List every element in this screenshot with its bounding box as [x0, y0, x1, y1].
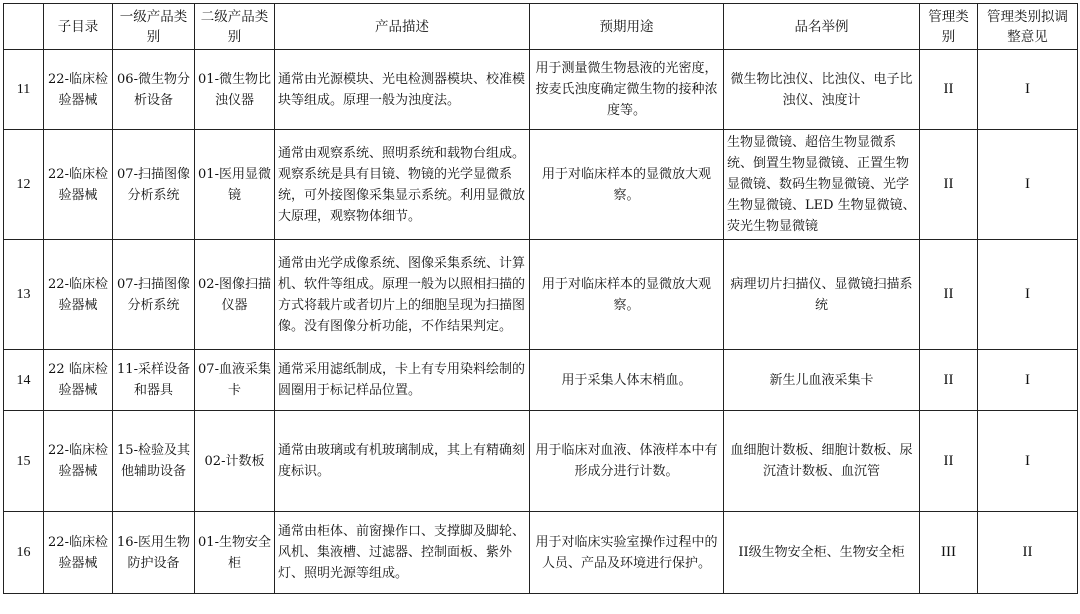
secondary-category-cell: 02-计数板: [195, 411, 275, 512]
intended-use-cell: 用于对临床样本的显微放大观察。: [530, 240, 724, 350]
examples-cell: 生物显微镜、超倍生物显微系统、倒置生物显微镜、正置生物显微镜、数码生物显微镜、光学生物显微镜、LED 生物显微镜、荧光生物显微镜: [724, 130, 920, 240]
secondary-category-cell: 01-微生物比浊仪器: [195, 50, 275, 130]
secondary-category-cell: 07-血液采集卡: [195, 350, 275, 411]
header-proposed-adjustment: 管理类别拟调整意见: [978, 4, 1078, 50]
description-cell: 通常采用滤纸制成，卡上有专用染料绘制的圆圈用于标记样品位置。: [275, 350, 530, 411]
subdirectory-cell: 22 临床检验器械: [44, 350, 113, 411]
primary-category-cell: 16-医用生物防护设备: [113, 512, 195, 594]
row-number: 11: [4, 50, 44, 130]
classification-table: [3, 3, 1078, 594]
examples-cell: 微生物比浊仪、比浊仪、电子比浊仪、浊度计: [724, 50, 920, 130]
secondary-category-cell: 01-医用显微镜: [195, 130, 275, 240]
subdirectory-cell: 22-临床检验器械: [44, 512, 113, 594]
examples-cell: 病理切片扫描仪、显微镜扫描系统: [724, 240, 920, 350]
description-cell: 通常由光源模块、光电检测器模块、校准模块等组成。原理一般为浊度法。: [275, 50, 530, 130]
table-row: [4, 240, 1078, 350]
row-number: 12: [4, 130, 44, 240]
management-class-cell: III: [920, 512, 978, 594]
table-row: [4, 350, 1078, 411]
subdirectory-cell: 22-临床检验器械: [44, 50, 113, 130]
proposed-class-cell: I: [978, 350, 1078, 411]
description-cell: 通常由柜体、前窗操作口、支撑脚及脚轮、风机、集液槽、过滤器、控制面板、紫外灯、照明光源等组成。: [275, 512, 530, 594]
proposed-class-cell: II: [978, 512, 1078, 594]
intended-use-cell: 用于对临床实验室操作过程中的人员、产品及环境进行保护。: [530, 512, 724, 594]
management-class-cell: II: [920, 411, 978, 512]
management-class-cell: II: [920, 240, 978, 350]
secondary-category-cell: 01-生物安全柜: [195, 512, 275, 594]
intended-use-cell: 用于采集人体末梢血。: [530, 350, 724, 411]
table-row: [4, 512, 1078, 594]
header-product-examples: 品名举例: [724, 4, 920, 50]
table-row: [4, 411, 1078, 512]
examples-cell: II级生物安全柜、生物安全柜: [724, 512, 920, 594]
intended-use-cell: 用于测量微生物悬液的光密度，按麦氏浊度确定微生物的接种浓度等。: [530, 50, 724, 130]
management-class-cell: II: [920, 130, 978, 240]
description-cell: 通常由玻璃或有机玻璃制成，其上有精确刻度标识。: [275, 411, 530, 512]
examples-cell: 血细胞计数板、细胞计数板、尿沉渣计数板、血沉管: [724, 411, 920, 512]
description-cell: 通常由光学成像系统、图像采集系统、计算机、软件等组成。原理一般为以照相扫描的方式将载片或者切片上的细胞呈现为扫描图像。没有图像分析功能，不作结果判定。: [275, 240, 530, 350]
header-product-description: 产品描述: [275, 4, 530, 50]
primary-category-cell: 07-扫描图像分析系统: [113, 130, 195, 240]
secondary-category-cell: 02-图像扫描仪器: [195, 240, 275, 350]
primary-category-cell: 11-采样设备和器具: [113, 350, 195, 411]
row-number: 13: [4, 240, 44, 350]
proposed-class-cell: I: [978, 240, 1078, 350]
subdirectory-cell: 22-临床检验器械: [44, 411, 113, 512]
header-secondary-category: 二级产品类别: [195, 4, 275, 50]
proposed-class-cell: I: [978, 411, 1078, 512]
primary-category-cell: 07-扫描图像分析系统: [113, 240, 195, 350]
primary-category-cell: 06-微生物分析设备: [113, 50, 195, 130]
row-number: 15: [4, 411, 44, 512]
proposed-class-cell: I: [978, 130, 1078, 240]
header-subdirectory: 子目录: [44, 4, 113, 50]
header-intended-use: 预期用途: [530, 4, 724, 50]
table-row: [4, 130, 1078, 240]
intended-use-cell: 用于临床对血液、体液样本中有形成分进行计数。: [530, 411, 724, 512]
primary-category-cell: 15-检验及其他辅助设备: [113, 411, 195, 512]
header-management-class: 管理类别: [920, 4, 978, 50]
row-number: 16: [4, 512, 44, 594]
header-primary-category: 一级产品类别: [113, 4, 195, 50]
description-cell: 通常由观察系统、照明系统和载物台组成。观察系统是具有目镜、物镜的光学显微系统，可外接图像采集显示系统。利用显微放大原理，观察物体细节。: [275, 130, 530, 240]
subdirectory-cell: 22-临床检验器械: [44, 130, 113, 240]
table-row: [4, 50, 1078, 130]
management-class-cell: II: [920, 50, 978, 130]
intended-use-cell: 用于对临床样本的显微放大观察。: [530, 130, 724, 240]
header-row: [4, 4, 1078, 50]
proposed-class-cell: I: [978, 50, 1078, 130]
header-number: [4, 4, 44, 50]
row-number: 14: [4, 350, 44, 411]
examples-cell: 新生儿血液采集卡: [724, 350, 920, 411]
management-class-cell: II: [920, 350, 978, 411]
subdirectory-cell: 22-临床检验器械: [44, 240, 113, 350]
